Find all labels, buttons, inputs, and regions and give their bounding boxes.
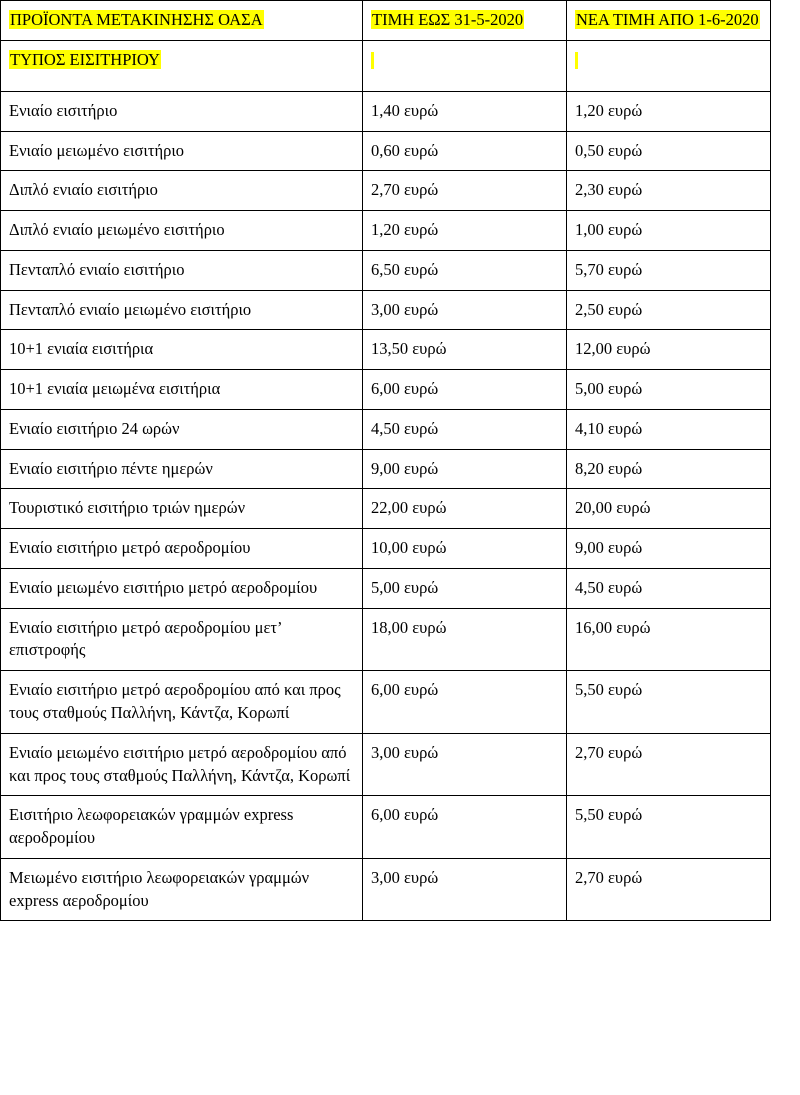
- cell-new-price: 0,50 ευρώ: [567, 131, 771, 171]
- cell-product-name: Ενιαίο μειωμένο εισιτήριο μετρό αεροδρομίου από και προς τους σταθμούς Παλλήνη, Κάντζα, Κορωπί: [1, 733, 363, 796]
- cell-product-name: Ενιαίο μειωμένο εισιτήριο: [1, 131, 363, 171]
- cell-product-name: Ενιαίο εισιτήριο πέντε ημερών: [1, 449, 363, 489]
- cell-new-price: 9,00 ευρώ: [567, 529, 771, 569]
- header-cell-new-price: [567, 1, 771, 41]
- cell-old-price: 6,00 ευρώ: [363, 370, 567, 410]
- cell-product-name: 10+1 ενιαία μειωμένα εισιτήρια: [1, 370, 363, 410]
- cell-old-price: 10,00 ευρώ: [363, 529, 567, 569]
- cell-old-price: 1,20 ευρώ: [363, 211, 567, 251]
- cell-new-price: 5,70 ευρώ: [567, 250, 771, 290]
- subheader-label-ticket-type: ΤΥΠΟΣ ΕΙΣΙΤΗΡΙΟΥ: [10, 49, 160, 69]
- subheader-cell-ticket-type: [1, 40, 363, 91]
- table-row: [1, 449, 771, 489]
- table-row: [1, 529, 771, 569]
- cell-new-price: 4,10 ευρώ: [567, 409, 771, 449]
- cell-new-price: 5,50 ευρώ: [567, 796, 771, 859]
- cell-product-name: Ενιαίο εισιτήριο 24 ωρών: [1, 409, 363, 449]
- cell-product-name: Εισιτήριο λεωφορειακών γραμμών express αεροδρομίου: [1, 796, 363, 859]
- cell-new-price: 12,00 ευρώ: [567, 330, 771, 370]
- text-cursor-marker-old: [371, 52, 374, 69]
- cell-old-price: 6,00 ευρώ: [363, 671, 567, 734]
- table-header-row: [1, 1, 771, 41]
- table-row: [1, 290, 771, 330]
- cell-new-price: 16,00 ευρώ: [567, 608, 771, 671]
- cell-old-price: 3,00 ευρώ: [363, 733, 567, 796]
- cell-new-price: 1,20 ευρώ: [567, 91, 771, 131]
- cell-new-price: 2,70 ευρώ: [567, 858, 771, 921]
- cell-old-price: 1,40 ευρώ: [363, 91, 567, 131]
- cell-product-name: Τουριστικό εισιτήριο τριών ημερών: [1, 489, 363, 529]
- table-row: [1, 733, 771, 796]
- table-row: [1, 330, 771, 370]
- cell-new-price: 5,00 ευρώ: [567, 370, 771, 410]
- subheader-cell-new-price: [567, 40, 771, 91]
- cell-new-price: 2,50 ευρώ: [567, 290, 771, 330]
- table-subheader-row: [1, 40, 771, 91]
- cell-product-name: Διπλό ενιαίο μειωμένο εισιτήριο: [1, 211, 363, 251]
- table-row: [1, 250, 771, 290]
- cell-old-price: 5,00 ευρώ: [363, 568, 567, 608]
- cell-product-name: Πενταπλό ενιαίο μειωμένο εισιτήριο: [1, 290, 363, 330]
- cell-old-price: 4,50 ευρώ: [363, 409, 567, 449]
- cell-product-name: Ενιαίο εισιτήριο μετρό αεροδρομίου μετ’ επιστροφής: [1, 608, 363, 671]
- header-cell-old-price: [363, 1, 567, 41]
- table-row: [1, 131, 771, 171]
- cell-old-price: 13,50 ευρώ: [363, 330, 567, 370]
- header-label-old-price: ΤΙΜΗ ΕΩΣ 31-5-2020: [372, 10, 524, 29]
- cell-old-price: 2,70 ευρώ: [363, 171, 567, 211]
- table-row: [1, 91, 771, 131]
- cell-product-name: Ενιαίο εισιτήριο μετρό αεροδρομίου: [1, 529, 363, 569]
- cell-product-name: 10+1 ενιαία εισιτήρια: [1, 330, 363, 370]
- table-body: [1, 1, 771, 921]
- table-row: [1, 608, 771, 671]
- subheader-cell-old-price: [363, 40, 567, 91]
- cell-old-price: 18,00 ευρώ: [363, 608, 567, 671]
- cell-product-name: Πενταπλό ενιαίο εισιτήριο: [1, 250, 363, 290]
- cell-new-price: 4,50 ευρώ: [567, 568, 771, 608]
- table-row: [1, 370, 771, 410]
- cell-old-price: 22,00 ευρώ: [363, 489, 567, 529]
- cell-old-price: 6,50 ευρώ: [363, 250, 567, 290]
- cell-old-price: 6,00 ευρώ: [363, 796, 567, 859]
- header-cell-products: [1, 1, 363, 41]
- cell-product-name: Μειωμένο εισιτήριο λεωφορειακών γραμμών express αεροδρομίου: [1, 858, 363, 921]
- cell-old-price: 3,00 ευρώ: [363, 858, 567, 921]
- cell-old-price: 0,60 ευρώ: [363, 131, 567, 171]
- cell-product-name: Διπλό ενιαίο εισιτήριο: [1, 171, 363, 211]
- cell-product-name: Ενιαίο εισιτήριο μετρό αεροδρομίου από και προς τους σταθμούς Παλλήνη, Κάντζα, Κορωπί: [1, 671, 363, 734]
- text-cursor-marker-new: [575, 52, 578, 69]
- cell-new-price: 5,50 ευρώ: [567, 671, 771, 734]
- table-row: [1, 211, 771, 251]
- cell-new-price: 2,70 ευρώ: [567, 733, 771, 796]
- cell-product-name: Ενιαίο εισιτήριο: [1, 91, 363, 131]
- cell-product-name: Ενιαίο μειωμένο εισιτήριο μετρό αεροδρομίου: [1, 568, 363, 608]
- table-row: [1, 489, 771, 529]
- table-row: [1, 568, 771, 608]
- header-label-new-price: ΝΕΑ ΤΙΜΗ ΑΠΟ 1-6-2020: [576, 10, 759, 29]
- cell-new-price: 8,20 ευρώ: [567, 449, 771, 489]
- table-row: [1, 796, 771, 859]
- header-label-products: ΠΡΟΪΟΝΤΑ ΜΕΤΑΚΙΝΗΣΗΣ ΟΑΣΑ: [10, 10, 263, 29]
- cell-new-price: 2,30 ευρώ: [567, 171, 771, 211]
- table-row: [1, 671, 771, 734]
- cell-new-price: 1,00 ευρώ: [567, 211, 771, 251]
- table-row: [1, 858, 771, 921]
- cell-old-price: 9,00 ευρώ: [363, 449, 567, 489]
- table-row: [1, 171, 771, 211]
- cell-old-price: 3,00 ευρώ: [363, 290, 567, 330]
- cell-new-price: 20,00 ευρώ: [567, 489, 771, 529]
- table-row: [1, 409, 771, 449]
